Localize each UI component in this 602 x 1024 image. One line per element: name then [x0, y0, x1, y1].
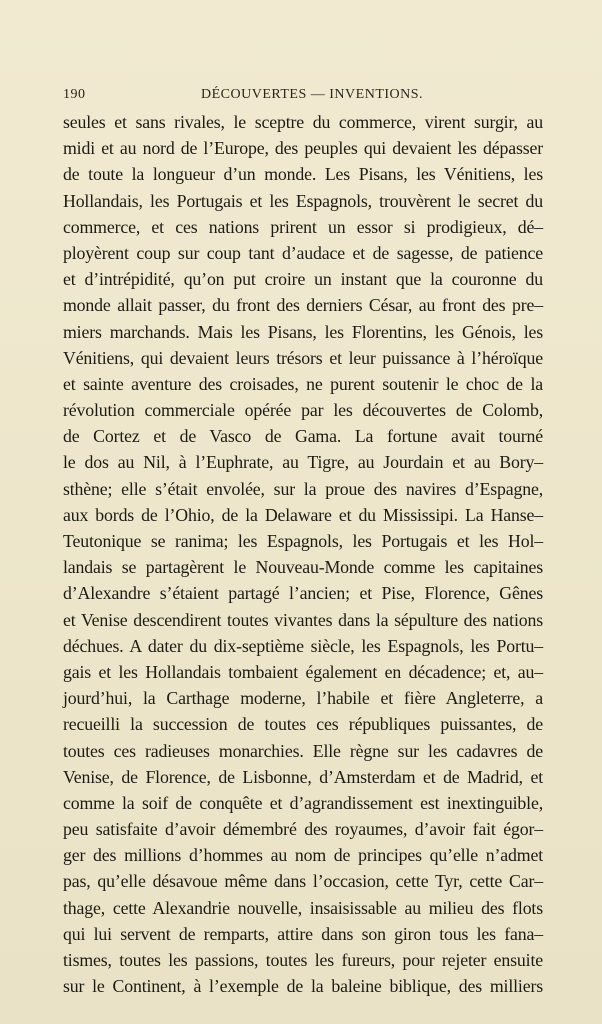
text-line: peu satisfaite d’avoir démembré des royaumes, d’avoir fait égor– [63, 819, 543, 840]
text-line: gais et les Hollandais tombaient également en décadence; et, au– [63, 661, 543, 682]
text-line: et sainte aventure des croisades, ne purent soutenir le choc de la [63, 373, 543, 394]
text-line: Hollandais, les Portugais et les Espagnols, trouvèrent le secret du [63, 190, 543, 211]
page-number: 190 [63, 87, 86, 102]
text-line: et d’intrépidité, qu’on put croire un instant que la couronne du [63, 269, 543, 290]
text-line: tismes, toutes les passions, toutes les fureurs, pour rejeter ensuite [63, 950, 543, 970]
body-text [63, 109, 543, 999]
page-header [63, 87, 541, 107]
text-line: révolution commerciale opérée par les découvertes de Colomb, [63, 400, 543, 421]
text-line: sur le Continent, à l’exemple de la baleine biblique, des milliers [63, 976, 543, 997]
text-line: aux bords de l’Ohio, de la Delaware et du Mississipi. La Hanse– [63, 504, 543, 525]
text-line: midi et au nord de l’Europe, des peuples qui devaient les dépasser [63, 138, 543, 159]
text-line: comme la soif de conquête et d’agrandissement est inextinguible, [63, 792, 543, 813]
text-line: Vénitiens, qui devaient leurs trésors et leur puissance à l’héroïque [63, 347, 543, 368]
text-line: Teutonique se ranima; les Espagnols, les Portugais et les Hol– [63, 531, 543, 551]
text-line: qui lui servent de remparts, attire dans son giron tous les fana– [63, 923, 543, 944]
text-line: thage, cette Alexandrie nouvelle, insaisissable au milieu des flots [63, 897, 543, 918]
text-line: déchues. A dater du dix-septième siècle, les Espagnols, les Portu– [63, 635, 543, 656]
text-line: Venise, de Florence, de Lisbonne, d’Amsterdam et de Madrid, et [63, 766, 543, 787]
text-line: sthène; elle s’était envolée, sur la proue des navires d’Espagne, [63, 478, 543, 499]
text-line: toutes ces radieuses monarchies. Elle règne sur les cadavres de [63, 740, 543, 761]
running-head: DÉCOUVERTES — INVENTIONS. [201, 87, 424, 102]
text-line: de Cortez et de Vasco de Gama. La fortune avait tourné [63, 426, 543, 447]
text-line: monde allait passer, du front des derniers César, au front des pre– [63, 295, 543, 316]
text-line: recueilli la succession de toutes ces républiques puissantes, de [63, 714, 543, 735]
text-line: ployèrent coup sur coup tant d’audace et de sagesse, de patience [63, 242, 543, 263]
text-line: ger des millions d’hommes au nom de principes qu’elle n’admet [63, 845, 543, 866]
text-line: pas, qu’elle désavoue même dans l’occasion, cette Tyr, cette Car– [63, 871, 543, 892]
text-line: commerce, et ces nations prirent un essor si prodigieux, dé– [63, 216, 543, 237]
text-line: miers marchands. Mais les Pisans, les Florentins, les Génois, les [63, 321, 543, 342]
text-line: seules et sans rivales, le sceptre du commerce, virent surgir, au [63, 112, 543, 132]
text-line: le dos au Nil, à l’Euphrate, au Tigre, au Jourdain et au Bory– [63, 452, 543, 473]
text-line: et Venise descendirent toutes vivantes dans la sépulture des nations [63, 609, 543, 630]
text-line: d’Alexandre s’étaient partagé l’ancien; et Pise, Florence, Gênes [63, 583, 543, 604]
text-line: de toute la longueur d’un monde. Les Pisans, les Vénitiens, les [63, 164, 543, 185]
text-line: jourd’hui, la Carthage moderne, l’habile et fière Angleterre, a [63, 688, 543, 709]
text-line: landais se partagèrent le Nouveau-Monde comme les capitaines [63, 557, 543, 578]
